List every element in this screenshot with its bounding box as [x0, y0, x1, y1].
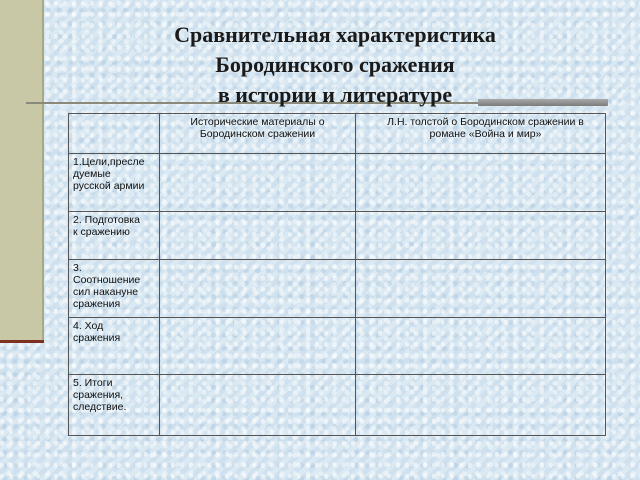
table-row	[69, 260, 606, 318]
table-cell	[160, 260, 356, 318]
table-cell	[356, 375, 606, 436]
table-row	[69, 318, 606, 375]
row-label-goals: 1.Цели,пресле дуемые русской армии	[69, 154, 160, 212]
slide-title	[130, 20, 540, 110]
row-label-results: 5. Итоги сражения, следствие.	[69, 375, 160, 436]
table-header-row	[69, 114, 606, 154]
title-line-3: в истории и литературе	[217, 82, 453, 107]
title-line-1: Сравнительная характеристика	[174, 22, 496, 47]
title-line-2: Бородинского сражения	[215, 52, 455, 77]
table-row	[69, 154, 606, 212]
row-label-preparation: 2. Подготовка к сражению	[69, 212, 160, 260]
table-cell	[160, 375, 356, 436]
decorative-left-bar-accent	[0, 340, 44, 343]
header-cell-literature: Л.Н. толстой о Бородинском сражении в романе «Война и мир»	[356, 114, 606, 154]
header-cell-empty	[69, 114, 160, 154]
table-cell	[356, 212, 606, 260]
header-cell-history: Исторические материалы о Бородинском сражении	[160, 114, 356, 154]
decorative-left-bar	[0, 0, 44, 342]
table-cell	[356, 318, 606, 375]
table-cell	[160, 212, 356, 260]
row-label-forces: 3. Соотношение сил накануне сражения	[69, 260, 160, 318]
table-cell	[356, 260, 606, 318]
table-row	[69, 212, 606, 260]
comparison-table	[68, 113, 606, 436]
table-cell	[356, 154, 606, 212]
table-cell	[160, 154, 356, 212]
table-row	[69, 375, 606, 436]
table-cell	[160, 318, 356, 375]
row-label-course: 4. Ход сражения	[69, 318, 160, 375]
